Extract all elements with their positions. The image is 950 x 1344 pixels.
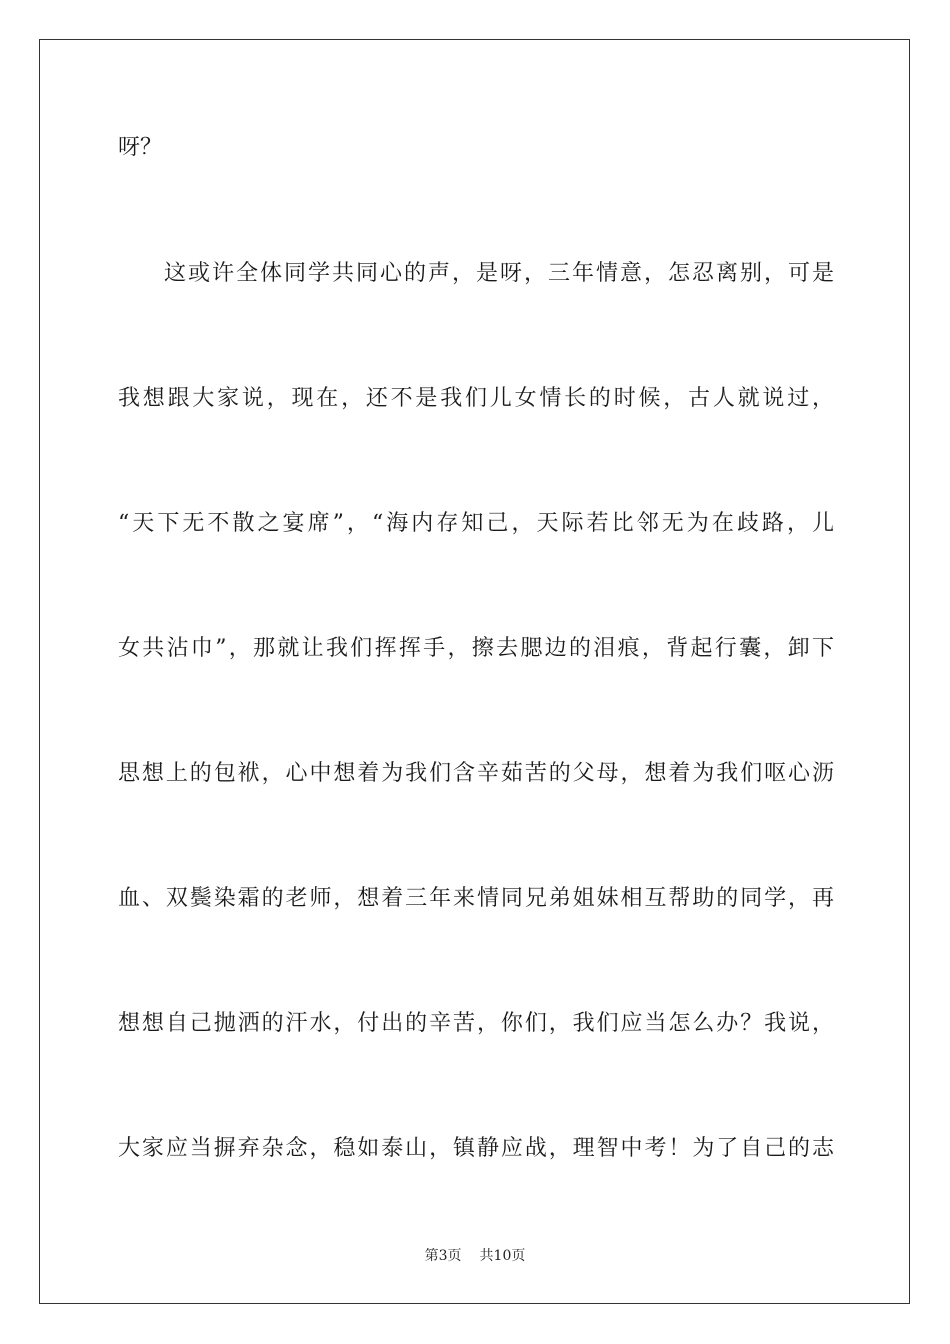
page-total: 共10页 (479, 1248, 526, 1264)
text-line-4: “天下无不散之宴席”，“海内存知己，天际若比邻无为在歧路，儿 (118, 511, 834, 536)
text-line-2: 这或许全体同学共同心的声，是呀，三年情意，怎忍离别，可是 (164, 261, 834, 286)
text-line-3: 我想跟大家说，现在，还不是我们儿女情长的时候，古人就说过， (118, 386, 834, 411)
text-line-6: 思想上的包袱，心中想着为我们含辛茹苦的父母，想着为我们呕心沥 (118, 761, 834, 786)
text-line-9: 大家应当摒弃杂念，稳如泰山，镇静应战，理智中考！为了自己的志 (118, 1136, 834, 1161)
page-number: 第3页 (424, 1248, 462, 1264)
text-line-7: 血、双鬓染霜的老师，想着三年来情同兄弟姐妹相互帮助的同学，再 (118, 886, 834, 911)
page-footer (0, 1246, 950, 1266)
text-line-1: 呀？ (118, 135, 163, 160)
text-line-8: 想想自己抛洒的汗水，付出的辛苦，你们，我们应当怎么办？我说， (118, 1011, 834, 1036)
page-border (39, 39, 910, 1304)
text-line-5: 女共沾巾”，那就让我们挥挥手，擦去腮边的泪痕，背起行囊，卸下 (118, 636, 834, 661)
